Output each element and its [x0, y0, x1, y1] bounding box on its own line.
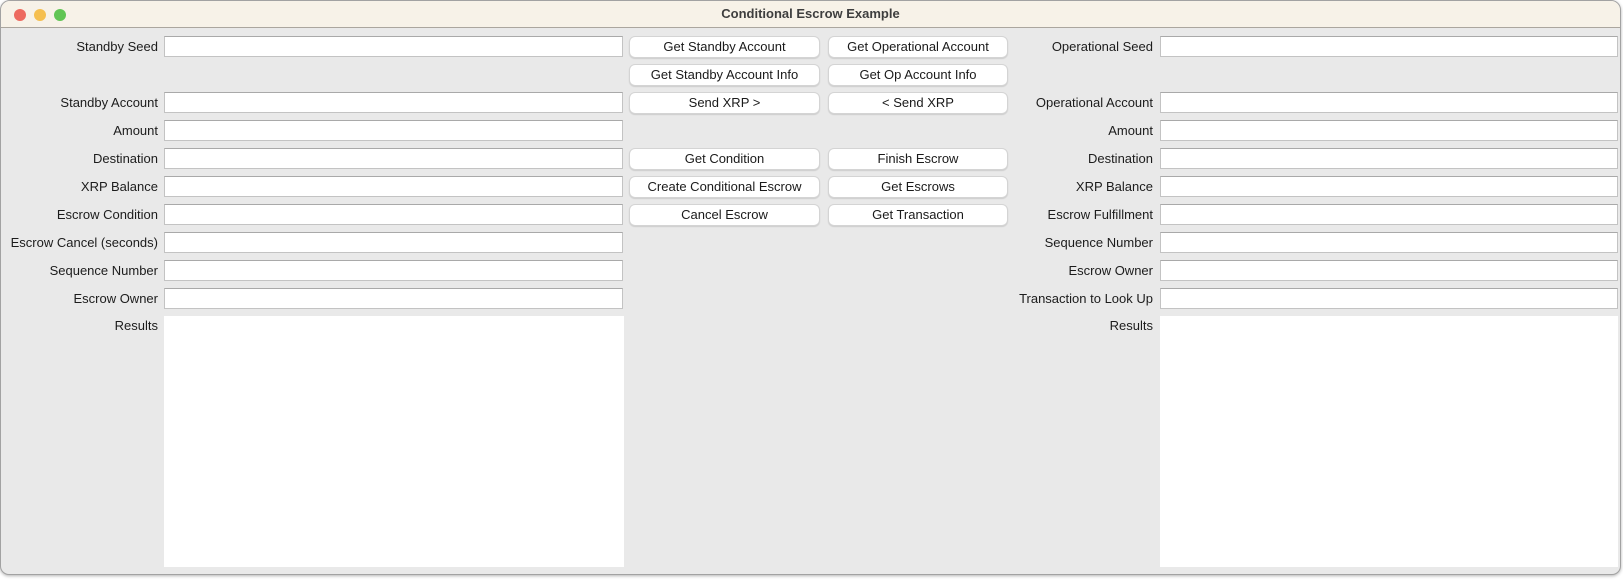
standby-results-label: Results [114, 318, 158, 333]
zoom-window-icon[interactable] [54, 9, 66, 21]
operational-seed-input[interactable] [1160, 36, 1618, 57]
finish-escrow-button[interactable]: Finish Escrow [828, 148, 1008, 170]
operational-xrp-balance-label: XRP Balance [1075, 179, 1153, 194]
operational-seed-label: Operational Seed [1051, 39, 1153, 54]
standby-seed-label: Standby Seed [76, 39, 158, 54]
operational-destination-label: Destination [1087, 151, 1153, 166]
escrow-condition-input[interactable] [164, 204, 623, 225]
operational-xrp-balance-input[interactable] [1160, 176, 1618, 197]
get-standby-account-info-button[interactable]: Get Standby Account Info [629, 64, 820, 86]
operational-account-input[interactable] [1160, 92, 1618, 113]
close-window-icon[interactable] [14, 9, 26, 21]
send-xrp-right-button[interactable]: Send XRP > [629, 92, 820, 114]
escrow-fulfillment-label: Escrow Fulfillment [1047, 207, 1153, 222]
create-conditional-escrow-button[interactable]: Create Conditional Escrow [629, 176, 820, 198]
get-escrows-button[interactable]: Get Escrows [828, 176, 1008, 198]
operational-escrow-owner-input[interactable] [1160, 260, 1618, 281]
standby-destination-input[interactable] [164, 148, 623, 169]
standby-account-input[interactable] [164, 92, 623, 113]
cancel-escrow-button[interactable]: Cancel Escrow [629, 204, 820, 226]
operational-results-textarea[interactable] [1160, 316, 1618, 567]
titlebar [1, 1, 1620, 28]
standby-escrow-owner-label: Escrow Owner [73, 291, 158, 306]
transaction-to-look-up-label: Transaction to Look Up [1019, 291, 1153, 306]
standby-seed-input[interactable] [164, 36, 623, 57]
standby-xrp-balance-input[interactable] [164, 176, 623, 197]
standby-escrow-owner-input[interactable] [164, 288, 623, 309]
standby-sequence-number-label: Sequence Number [49, 263, 158, 278]
operational-sequence-number-input[interactable] [1160, 232, 1618, 253]
escrow-cancel-seconds-input[interactable] [164, 232, 623, 253]
standby-sequence-number-input[interactable] [164, 260, 623, 281]
standby-results-textarea[interactable] [164, 316, 624, 567]
operational-destination-input[interactable] [1160, 148, 1618, 169]
operational-amount-label: Amount [1108, 123, 1153, 138]
escrow-fulfillment-input[interactable] [1160, 204, 1618, 225]
operational-sequence-number-label: Sequence Number [1044, 235, 1153, 250]
standby-xrp-balance-label: XRP Balance [80, 179, 158, 194]
minimize-window-icon[interactable] [34, 9, 46, 21]
escrow-condition-label: Escrow Condition [56, 207, 158, 222]
window-title: Conditional Escrow Example [721, 6, 900, 21]
get-transaction-button[interactable]: Get Transaction [828, 204, 1008, 226]
standby-account-label: Standby Account [60, 95, 158, 110]
get-standby-account-button[interactable]: Get Standby Account [629, 36, 820, 58]
standby-amount-input[interactable] [164, 120, 623, 141]
get-operational-account-button[interactable]: Get Operational Account [828, 36, 1008, 58]
send-xrp-left-button[interactable]: < Send XRP [828, 92, 1008, 114]
operational-account-label: Operational Account [1035, 95, 1153, 110]
operational-amount-input[interactable] [1160, 120, 1618, 141]
escrow-cancel-seconds-label: Escrow Cancel (seconds) [10, 235, 158, 250]
standby-destination-label: Destination [92, 151, 158, 166]
operational-results-label: Results [1109, 318, 1153, 333]
get-condition-button[interactable]: Get Condition [629, 148, 820, 170]
get-op-account-info-button[interactable]: Get Op Account Info [828, 64, 1008, 86]
standby-amount-label: Amount [113, 123, 158, 138]
operational-escrow-owner-label: Escrow Owner [1068, 263, 1153, 278]
transaction-to-look-up-input[interactable] [1160, 288, 1618, 309]
traffic-lights [14, 9, 66, 21]
